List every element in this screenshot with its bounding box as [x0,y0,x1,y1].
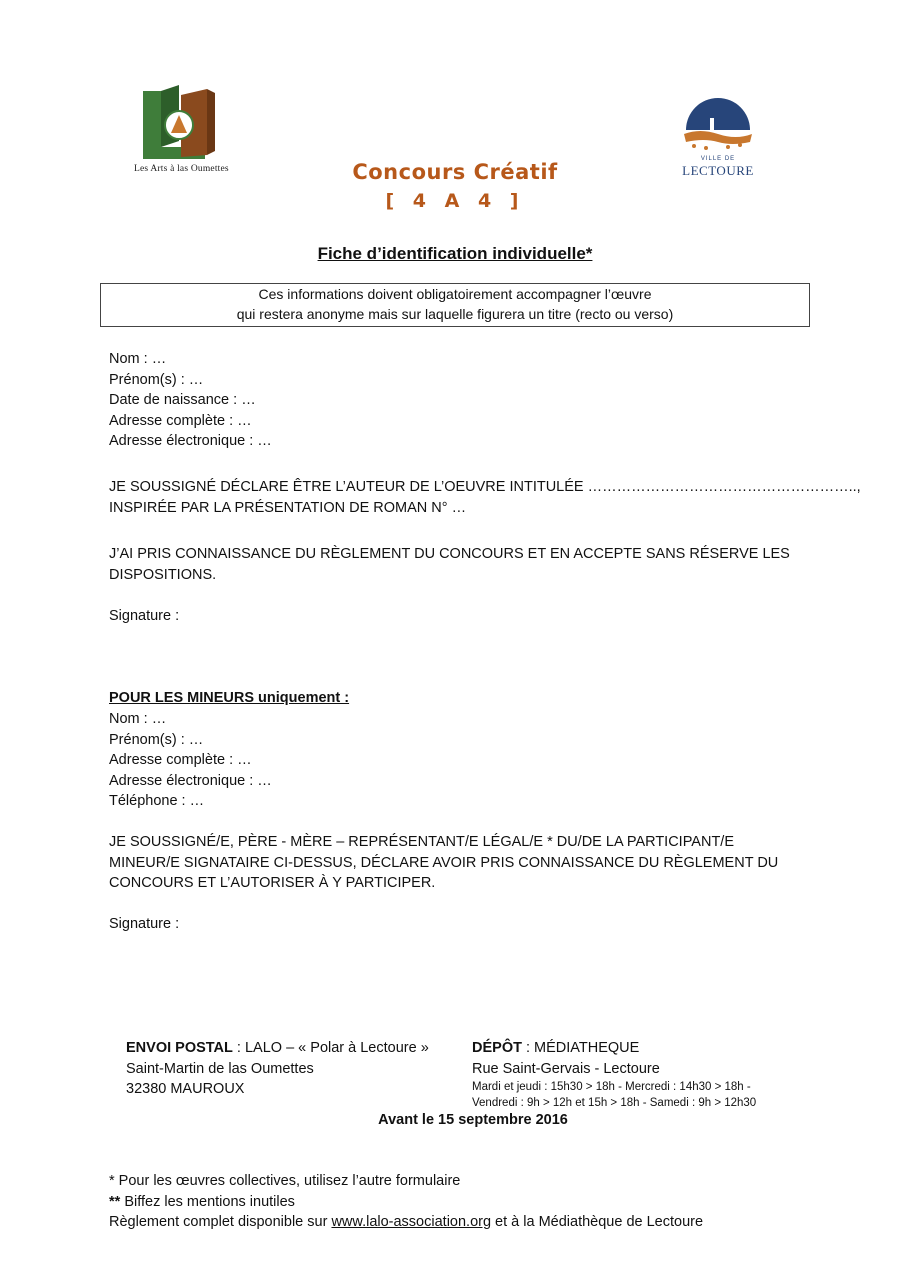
depot-label: DÉPÔT [472,1040,522,1056]
notice-box [100,283,810,327]
website-link[interactable]: www.lalo-association.org [331,1214,492,1230]
minors-fields [109,709,272,812]
rules-line-1: J’AI PRIS CONNAISSANCE DU RÈGLEMENT DU CONCOURS ET EN ACCEPTE SANS RÉSERVE LES [109,546,790,562]
notice-line-1: Ces informations doivent obligatoirement accompagner l’œuvre [258,286,652,302]
contest-title: Concours Créatif [352,160,558,184]
hours-line-2: Vendredi : 9h > 12h et 15h > 18h - Samedi : 9h > 12h30 [472,1097,757,1109]
rules-text-before: Règlement complet disponible sur [109,1214,332,1230]
postal-label: ENVOI POSTAL [126,1040,233,1056]
author-declaration [109,477,861,518]
guardian-line-1: JE SOUSSIGNÉ/E, PÈRE - MÈRE – REPRÉSENTANT/E LÉGAL/E * DU/DE LA PARTICIPANT/E [109,834,735,850]
field-email: Adresse électronique : … [109,433,272,449]
declaration-line-1: JE SOUSSIGNÉ DÉCLARE ÊTRE L’AUTEUR DE L’OEUVRE INTITULÉE ……………………………………………….., [109,479,861,495]
minor-field-telephone: Téléphone : … [109,793,205,809]
rules-acknowledgement [109,544,790,585]
rules-text-after: et à la Médiathèque de Lectoure [491,1214,704,1230]
minor-field-email: Adresse électronique : … [109,772,272,789]
identity-fields [109,349,272,452]
guardian-declaration [109,832,778,894]
minor-field-adresse: Adresse complète : … [109,752,252,768]
footnote-2-text: Biffez les mentions inutiles [120,1193,295,1210]
notice-line-2: qui restera anonyme mais sur laquelle figurera un titre (recto ou verso) [236,306,674,322]
field-nom: Nom : … [109,351,167,367]
depot-place: : MÉDIATHEQUE [521,1040,640,1056]
field-adresse: Adresse complète : … [109,412,252,429]
declaration-line-2: INSPIRÉE PAR LA PRÉSENTATION DE ROMAN N° … [109,499,467,516]
minors-heading: POUR LES MINEURS uniquement : [109,690,350,706]
contest-subtitle: [ 4 A 4 ] [385,190,525,212]
lalo-logo-mark [135,85,225,165]
lectoure-logo-name: LECTOURE [682,163,754,178]
rules-line-2: DISPOSITIONS. [109,566,217,583]
deadline: Avant le 15 septembre 2016 [378,1112,568,1128]
postal-line-3: 32380 MAUROUX [126,1081,245,1097]
footnote-3 [109,1212,703,1233]
footnote-2 [109,1192,703,1213]
minor-field-prenom: Prénom(s) : … [109,731,204,748]
lectoure-logo-top: VILLE DE [700,156,736,162]
postal-line-2: Saint-Martin de las Oumettes [126,1060,314,1077]
depot-street: Rue Saint-Gervais - Lectoure [472,1060,660,1077]
field-date-naissance: Date de naissance : … [109,392,256,408]
postal-address [126,1038,429,1100]
guardian-signature-label: Signature : [109,916,180,932]
footnote-2-mark: ** [109,1193,121,1210]
footnote-1: * Pour les œuvres collectives, utilisez l’autre formulaire [109,1173,461,1189]
field-prenom: Prénom(s) : … [109,371,204,388]
guardian-line-3: CONCOURS ET L’AUTORISER À Y PARTICIPER. [109,875,436,891]
footnotes [109,1171,703,1233]
postal-recipient: : LALO – « Polar à Lectoure » [232,1040,429,1056]
lalo-logo-label: Les Arts à las Oumettes [134,164,229,174]
minor-field-nom: Nom : … [109,711,167,727]
signature-label: Signature : [109,608,180,624]
hours-line-1: Mardi et jeudi : 15h30 > 18h - Mercredi : 14h30 > 18h - [472,1081,751,1093]
depot-info [472,1038,756,1111]
guardian-line-2: MINEUR/E SIGNATAIRE CI-DESSUS, DÉCLARE AVOIR PRIS CONNAISSANCE DU RÈGLEMENT DU [109,854,779,871]
form-heading: Fiche d’identification individuelle* [317,244,593,263]
